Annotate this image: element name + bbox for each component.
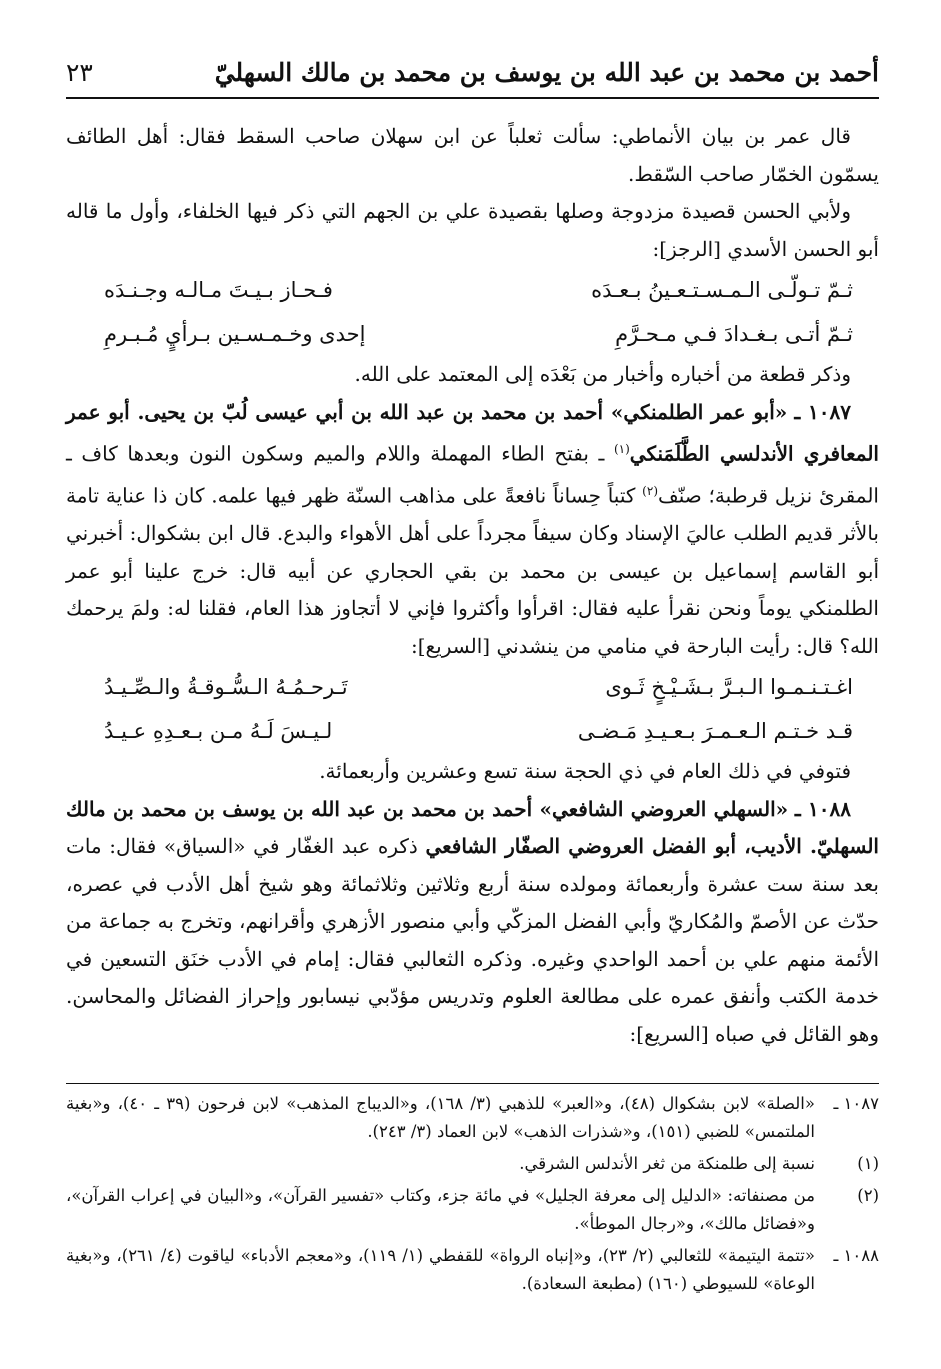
footnote-ref-2: (٢) bbox=[642, 484, 658, 499]
paragraph-akhbar: وذكر قطعة من أخباره وأخبار من بَعْدَه إلى المعتمد على الله. bbox=[354, 362, 851, 386]
footnote-text: من مصنفاته: «الدليل إلى معرفة الجليل» في مائة جزء، وكتاب «تفسير القرآن»، و«البيان في إعراب القرآن»، و«فضائل مالك»، و«رجال الموطأ». bbox=[66, 1186, 815, 1233]
verse-4-first-hemistich: قـد خـتـم الـعـمـرَ بـعـيـدِ مَـضـى bbox=[577, 719, 853, 744]
footnote-label: ١٠٨٨ ـ bbox=[833, 1246, 879, 1265]
footnote-label: ١٠٨٧ ـ bbox=[833, 1094, 879, 1113]
entry-1088-text: ذكره عبد الغفّار في «السياق» فقال: مات بعد سنة ست عشرة وأربعمائة ومولده سنة أربع وثلاثين وثلاثمائة وهو شيخ أهل الأدب في عصره، حدّث عن الأصمّ والمُكاريّ وأبي الفضل المزكّي وأبي منصور الأزهري وأقرانهم، وتخرج به جماعة من الأئمة منهم علي بن أحمد الواحدي وغيره. وذكره الثعالبي فقال: إمام في الأدب خنَق التسعين في خدمة الكتب وأنفق عمره على مطالعة العلوم وتدريس مؤدّبي نيسابور وإحراز الفضائل والمحاسن. وهو القائل في صباه [السريع]: bbox=[66, 834, 879, 1046]
entry-1087-nisba: ـ بفتح الطاء المهملة واللام والميم وسكون النون وبعدها كاف ـ المقرئ نزيل قرطبة؛ صنّف bbox=[66, 441, 879, 508]
footnote-label: (١) bbox=[857, 1154, 879, 1173]
verse-3-second-hemistich: تَـرحـمُـهُ الـسُّـوقـةُ والـصِّـيـدُ bbox=[104, 675, 348, 700]
main-text bbox=[66, 118, 879, 1053]
footnote-1088-sources bbox=[66, 1242, 879, 1298]
header-rule bbox=[66, 97, 879, 99]
entry-1087 bbox=[66, 394, 879, 666]
verse-2-first-hemistich: ثـمّ أتـى بـغـدادَ فـي مـحـرَّمِ bbox=[615, 322, 853, 346]
paragraph-umar: قال عمر بن بيان الأنماطي: سألت ثعلباً عن ابن سهلان صاحب السقط فقال: أهل الطائف يسمّون الخمّار صاحب السّقط. bbox=[66, 124, 879, 186]
footnote-1087-sources bbox=[66, 1090, 879, 1146]
footnote-2 bbox=[66, 1182, 879, 1238]
entry-1088-heading: «السهلي العروضي الشافعي» أحمد بن محمد بن عبد الله بن يوسف بن محمد بن مالك السهليّ. الأديب، أبو الفضل العروضي الصفّار الشافعي bbox=[66, 796, 879, 859]
paragraph-death: فتوفي في ذلك العام في ذي الحجة سنة تسع وعشرين وأربعمائة. bbox=[319, 759, 851, 784]
footnote-text: «الصلة» لابن بشكوال (٤٨)، و«العبر» للذهبي (٣/ ١٦٨)، و«الديباج المذهب» لابن فرحون (٣٩ ـ ٤٠)، و«بغية الملتمس» للضبي (١٥١)، و«شذرات الذهب» لابن العماد (٣/ ٢٤٣). bbox=[66, 1094, 815, 1141]
footnotes bbox=[66, 1090, 879, 1302]
entry-1087-number: ١٠٨٧ ـ bbox=[794, 399, 851, 424]
footnote-text: «تتمة اليتيمة» للثعالبي (٢/ ٢٣)، و«إنباه الرواة» للقفطي (١/ ١١٩)، و«معجم الأدباء» لياقوت (٤/ ٢٦١)، و«بغية الوعاة» للسيوطي (١٦٠) (مطبعة السعادة). bbox=[66, 1246, 815, 1293]
entry-1087-heading: «أبو عمر الطلمنكي» أحمد بن محمد بن عبد الله بن أبي عيسى لُبّ بن يحيى. أبو عمر المعافري الأندلسي الطَّلَمَنكي bbox=[66, 399, 879, 466]
verse-line-3 bbox=[66, 665, 879, 709]
page-header bbox=[66, 52, 879, 94]
verse-line-4 bbox=[66, 709, 879, 753]
page-number: ٢٣ bbox=[66, 58, 93, 87]
verse-4-second-hemistich: لـيـسَ لَـهُ مـن بـعـدِهِ عـيـدُ bbox=[104, 719, 333, 744]
entry-1088-number: ١٠٨٨ ـ bbox=[794, 796, 852, 821]
running-title: أحمد بن محمد بن عبد الله بن يوسف بن محمد بن مالك السهليّ bbox=[214, 58, 879, 87]
verse-line-1 bbox=[66, 268, 879, 312]
footnote-rule bbox=[66, 1083, 879, 1084]
verse-2-second-hemistich: إحدى وخـمـسـين بـرأيٍ مُـبـرمِ bbox=[104, 322, 366, 346]
verse-line-2 bbox=[66, 312, 879, 356]
verse-1-first-hemistich: ثـمّ تـولّـى الـمـسـتـعـينُ بـعـدَه bbox=[591, 278, 853, 302]
paragraph-abu-hasan: ولأبي الحسن قصيدة مزدوجة وصلها بقصيدة علي بن الجهم التي ذكر فيها الخلفاء، وأول ما قاله أبو الحسن الأسدي [الرجز]: bbox=[66, 199, 879, 261]
footnote-label: (٢) bbox=[857, 1186, 879, 1205]
footnote-ref-1: (١) bbox=[613, 442, 630, 456]
footnote-text: نسبة إلى طلمنكة من ثغر الأندلس الشرقي. bbox=[519, 1154, 815, 1173]
entry-1088 bbox=[66, 791, 879, 1054]
verse-3-first-hemistich: اغـتـنـمـوا الـبـرَّ بـشَـيْـخٍ ثَـوى bbox=[605, 675, 853, 700]
entry-1087-text: كتباً حِساناً نافعةً على مذاهب السنّة ظهر فيها علمه. كان ذا عناية تامة بالأثر قديم الطلب عاليَ الإسناد وكان سيفاً مجرداً على أهل الأهواء والبدع. قال ابن بشكوال: أخبرني أبو القاسم إسماعيل بن عيسى بن محمد بن بقي الحجاري عن أبيه قال: خرج علينا أبو عمر الطلمنكي يوماً ونحن نقرأ عليه فقال: اقرأوا وأكثروا فإني لا أتجاوز هذا العام، فقلنا له: ولمَ يرحمك الله؟ قال: رأيت البارحة في منامي من ينشدني [السريع]: bbox=[66, 483, 879, 658]
footnote-1 bbox=[66, 1150, 879, 1178]
verse-1-second-hemistich: فـحـاز بـيـتَ مـالـه وجـنـدَه bbox=[104, 278, 333, 302]
